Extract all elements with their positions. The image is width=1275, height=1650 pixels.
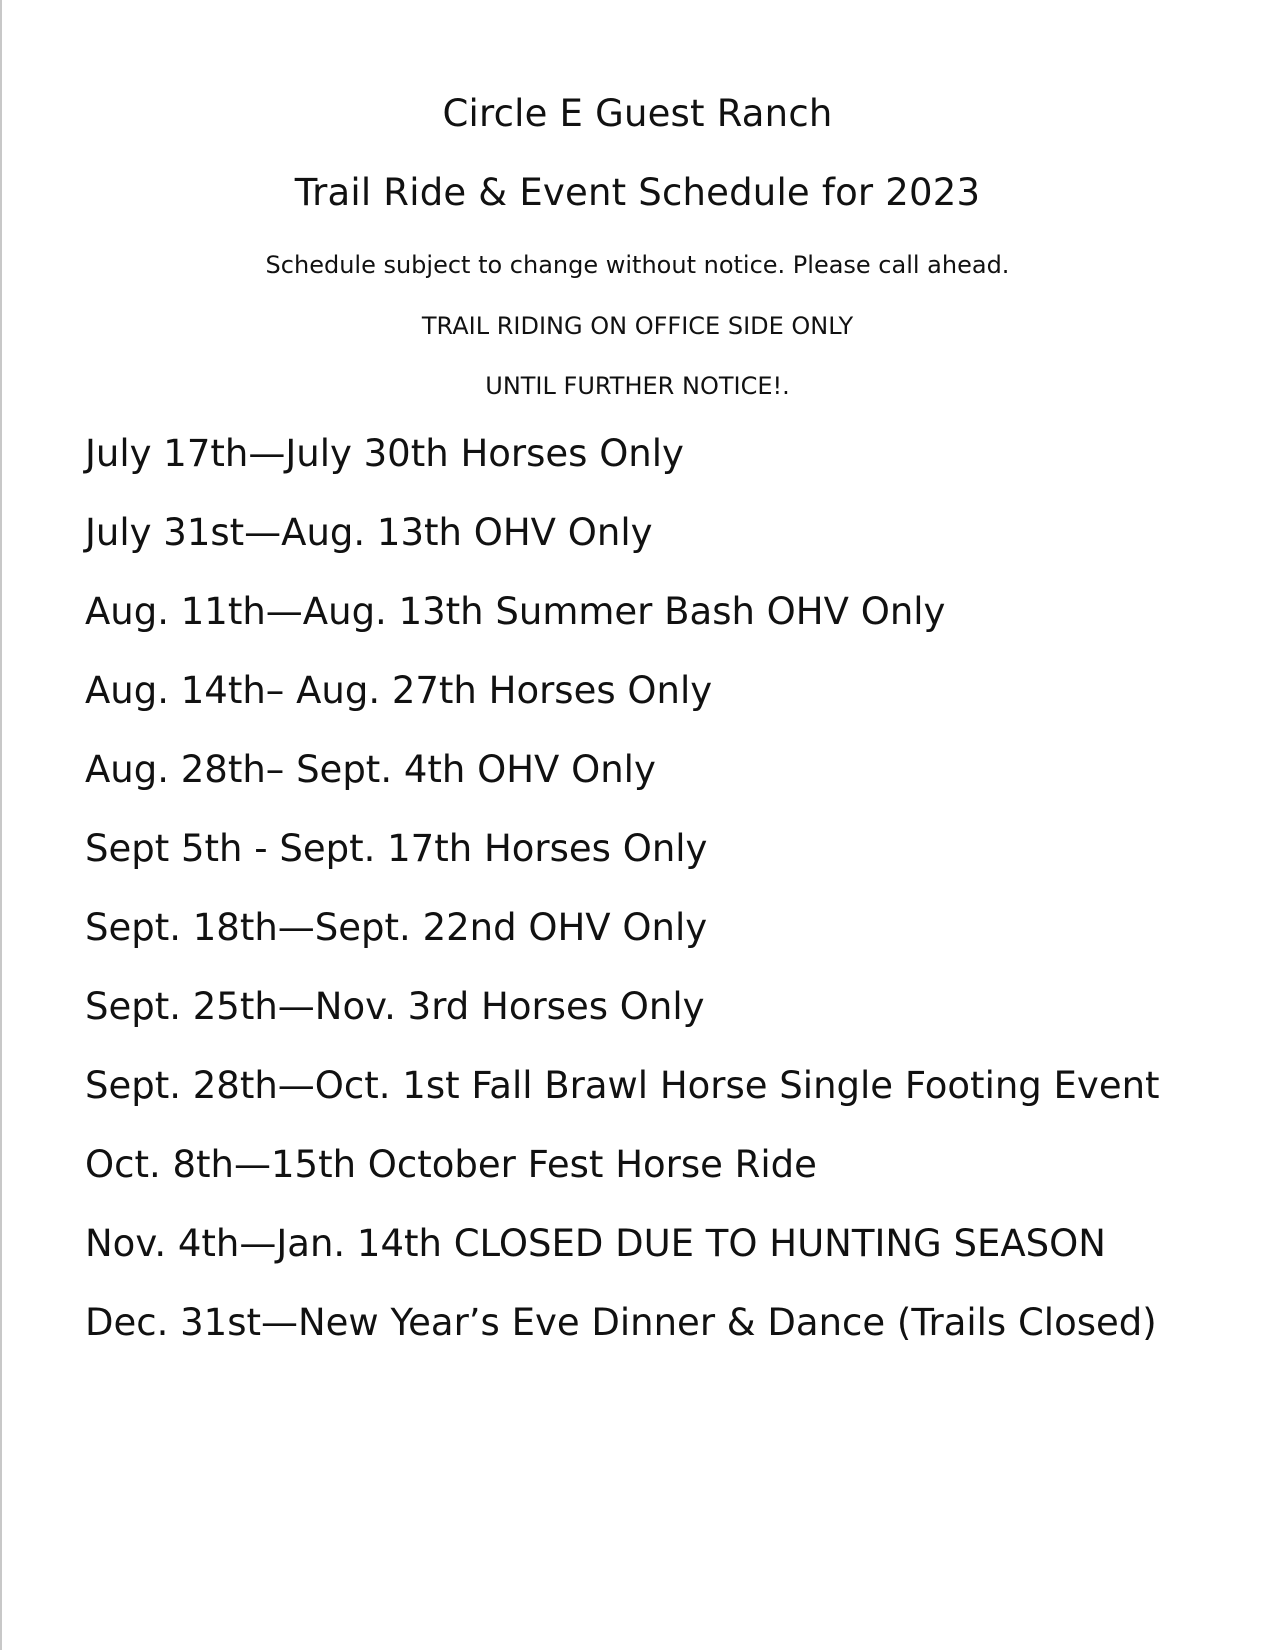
schedule-item: Oct. 8th—15th October Fest Horse Ride xyxy=(85,1143,817,1186)
page-edge-line xyxy=(0,0,2,1650)
schedule-item: Nov. 4th—Jan. 14th CLOSED DUE TO HUNTING SEASON xyxy=(85,1222,1106,1265)
trail-warning-line-1: TRAIL RIDING ON OFFICE SIDE ONLY xyxy=(421,312,854,340)
schedule-item: Aug. 11th—Aug. 13th Summer Bash OHV Only xyxy=(85,590,946,633)
schedule-item: July 31st—Aug. 13th OHV Only xyxy=(85,511,653,554)
schedule-item: Sept. 25th—Nov. 3rd Horses Only xyxy=(85,985,705,1028)
document-title: Circle E Guest Ranch xyxy=(442,92,833,135)
schedule-item: Sept. 18th—Sept. 22nd OHV Only xyxy=(85,906,708,949)
trail-warning-line-2: UNTIL FURTHER NOTICE!. xyxy=(485,372,790,400)
schedule-item: Sept 5th - Sept. 17th Horses Only xyxy=(85,827,708,870)
schedule-item: Dec. 31st—New Year’s Eve Dinner & Dance (Trails Closed) xyxy=(85,1301,1157,1344)
schedule-list xyxy=(85,432,1160,1380)
schedule-item: Aug. 14th– Aug. 27th Horses Only xyxy=(85,669,713,712)
document-subtitle: Trail Ride & Event Schedule for 2023 xyxy=(294,171,981,214)
schedule-item: Sept. 28th—Oct. 1st Fall Brawl Horse Single Footing Event xyxy=(85,1064,1160,1107)
schedule-notice: Schedule subject to change without notice. Please call ahead. xyxy=(265,251,1010,279)
schedule-item: Aug. 28th– Sept. 4th OHV Only xyxy=(85,748,656,791)
schedule-item: July 17th—July 30th Horses Only xyxy=(85,432,684,475)
